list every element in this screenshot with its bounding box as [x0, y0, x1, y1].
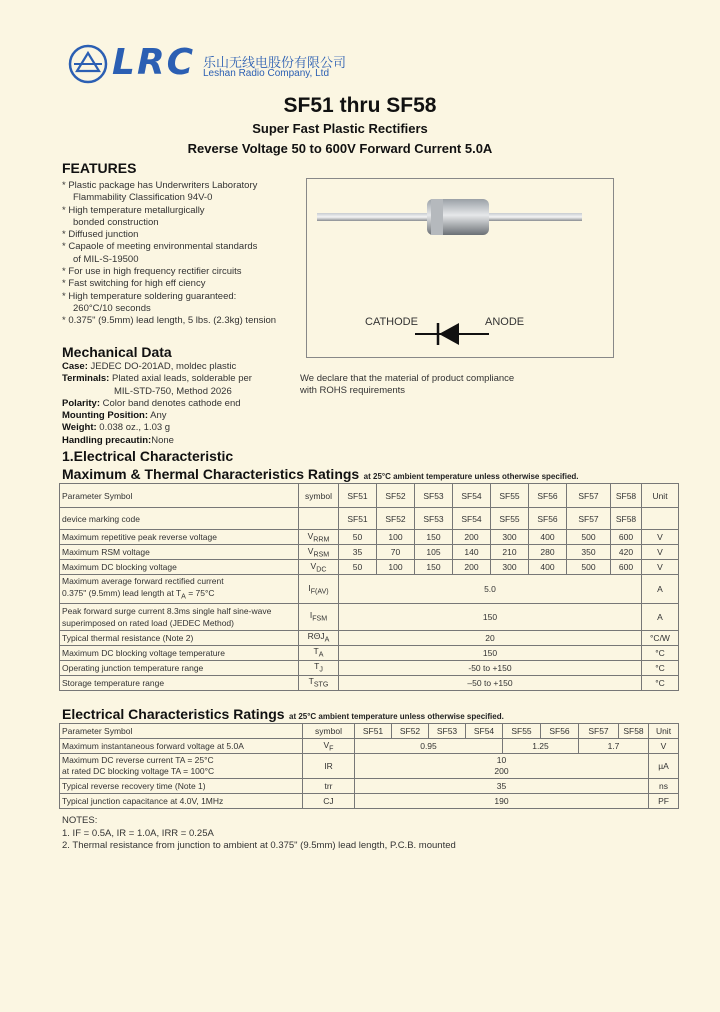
symbol-cell: $V_{DC}$ — [299, 560, 339, 575]
table-row: Maximum average forward rectified current 0.375" (9.5mm) lead length at $T_A = 75^\circ C$ $I_{F(AV)}$ 5.0 A — [60, 575, 679, 604]
table-cell: °C — [642, 660, 679, 675]
symbol-cell: $T_A$ — [299, 645, 339, 660]
subtitle: Super Fast Plastic Rectifiers — [252, 121, 428, 136]
mechanical-item: Case: JEDEC DO-201AD, moldec plastic — [62, 361, 237, 372]
table-row — [60, 630, 679, 645]
table-row — [60, 530, 679, 545]
table-cell: Storage temperature range — [60, 675, 299, 690]
table-header-row — [60, 724, 679, 739]
table-cell: 300 — [491, 530, 529, 545]
table-cell: 600 — [611, 530, 642, 545]
table-row — [60, 508, 679, 530]
symbol-cell: $R\Theta J_A$ — [299, 630, 339, 645]
table-header-cell: SF57 — [579, 724, 619, 739]
table-cell: SF51 — [339, 508, 377, 530]
table-cell: 20 — [339, 630, 642, 645]
mechanical-item: Polarity: Color band denotes cathode end — [62, 397, 241, 409]
logo-text: LRC — [112, 42, 196, 83]
table-cell: V — [642, 560, 679, 575]
subtitle-ratings: Reverse Voltage 50 to 600V Forward Current 5.0A — [187, 141, 493, 156]
table-cell: 500 — [567, 560, 611, 575]
mechanical-item: Mounting Position: Any — [62, 410, 167, 422]
symbol-cell: $T_{STG}$ — [299, 675, 339, 690]
feature-item: * High temperature soldering guaranteed: — [62, 290, 237, 302]
company-logo-icon — [68, 44, 108, 84]
table-row: Peak forward surge current 8.3ms single half sine-wave superimposed on rated load (JEDEC Method) $I_{FSM}$ 150 A — [60, 603, 679, 630]
table-header-cell: SF55 — [503, 724, 541, 739]
table-cell: Operating junction temperature range — [60, 660, 299, 675]
table-row — [60, 560, 679, 575]
table-row: Maximum instantaneous forward voltage at 5.0A $V_F$ 0.95 1.25 1.7 V — [60, 739, 679, 754]
table-header-cell: SF55 — [491, 484, 529, 508]
table-cell: Maximum DC blocking voltage temperature — [60, 645, 299, 660]
table-header-cell: SF51 — [339, 484, 377, 508]
diode-diagram — [306, 178, 614, 358]
table-row — [60, 660, 679, 675]
table-cell: -50 to +150 — [339, 660, 642, 675]
section1-heading: 1.Electrical Characteristic — [62, 448, 234, 464]
feature-item: * Capaole of meeting environmental standards — [62, 241, 258, 253]
mechanical-item: Weight: 0.038 oz., 1.03 g — [62, 422, 171, 434]
table-cell — [299, 508, 339, 530]
company-name-en: Leshan Radio Company, Ltd — [203, 68, 330, 79]
table-cell: Maximum repetitive peak reverse voltage — [60, 530, 299, 545]
table-cell: Maximum DC blocking voltage — [60, 560, 299, 575]
mechanical-item: MIL-STD-750, Method 2026 — [114, 385, 232, 397]
diode-illustration — [307, 179, 613, 357]
table-header-cell: SF52 — [392, 724, 429, 739]
table-cell: 400 — [529, 530, 567, 545]
table-header-row — [60, 484, 679, 508]
table-cell: SF58 — [611, 508, 642, 530]
mechanical-list — [62, 361, 252, 447]
table-header-cell: SF56 — [541, 724, 579, 739]
feature-item: * For use in high frequency rectifier circuits — [62, 266, 242, 278]
table-cell: 300 — [491, 560, 529, 575]
table-header-cell: SF56 — [529, 484, 567, 508]
company-name-cn: 乐山无线电股份有限公司 — [203, 56, 347, 71]
diode-symbol-icon — [415, 323, 489, 345]
table-cell: 50 — [339, 560, 377, 575]
notes: NOTES: 1. IF = 0.5A, IR = 1.0A, IRR = 0.25A 2. Thermal resistance from junction to ambient at 0.375" (9.5mm) lead length, P.C.B. mounted — [62, 815, 456, 851]
table-cell: 200 — [453, 530, 491, 545]
table-header-cell: SF57 — [567, 484, 611, 508]
table-header-cell: Parameter Symbol — [60, 484, 299, 508]
max-ratings-table — [59, 483, 679, 691]
table-cell: 600 — [611, 560, 642, 575]
table-row — [60, 645, 679, 660]
page-title: SF51 thru SF58 — [283, 94, 437, 117]
table-header-cell: SF58 — [619, 724, 649, 739]
table-cell: 50 — [339, 530, 377, 545]
feature-item: Flammability Classification 94V-0 — [73, 192, 213, 204]
table-header-cell: SF54 — [466, 724, 503, 739]
features-heading: FEATURES — [62, 160, 137, 176]
feature-item: * Diffused junction — [62, 229, 139, 241]
feature-item: * 0.375" (9.5mm) lead length, 5 lbs. (2.3kg) tension — [62, 315, 277, 327]
feature-item: of MIL-S-19500 — [73, 253, 139, 265]
electrical-ratings-table — [59, 723, 679, 809]
features-list — [62, 180, 276, 328]
table-row: Maximum DC reverse current TA = 25°C at rated DC blocking voltage TA = 100°C IR 10 200 µA — [60, 754, 679, 779]
table-cell: Typical thermal resistance (Note 2) — [60, 630, 299, 645]
table-cell: °C — [642, 675, 679, 690]
feature-item: 260°C/10 seconds — [73, 302, 151, 314]
table-header-cell: SF53 — [429, 724, 466, 739]
feature-item: * Plastic package has Underwriters Laboratory — [62, 180, 258, 191]
table-cell: 100 — [377, 530, 415, 545]
table-header-cell: SF58 — [611, 484, 642, 508]
cathode-band — [431, 199, 443, 235]
diode-lead-left — [317, 213, 432, 221]
table-cell: 210 — [491, 545, 529, 560]
table-row: Typical reverse recovery time (Note 1) trr 35 ns — [60, 779, 679, 794]
table-cell: 150 — [339, 645, 642, 660]
table-row: Typical junction capacitance at 4.0V, 1MHz CJ 190 PF — [60, 794, 679, 809]
table-row — [60, 675, 679, 690]
table-cell: °C — [642, 645, 679, 660]
table-cell: 200 — [453, 560, 491, 575]
table-header-cell: SF54 — [453, 484, 491, 508]
table-cell: V — [642, 545, 679, 560]
table-cell: 420 — [611, 545, 642, 560]
table-cell: 70 — [377, 545, 415, 560]
symbol-cell: $V_{RSM}$ — [299, 545, 339, 560]
table-header-cell: symbol — [303, 724, 355, 739]
table-cell: SF54 — [453, 508, 491, 530]
table-cell: V — [642, 530, 679, 545]
table-cell: 350 — [567, 545, 611, 560]
table-cell: 100 — [377, 560, 415, 575]
table-header-cell: Unit — [649, 724, 679, 739]
mechanical-item: Terminals: Plated axial leads, solderable per — [62, 373, 252, 385]
table-cell: 35 — [339, 545, 377, 560]
table-cell: SF53 — [415, 508, 453, 530]
table-header-cell: Unit — [642, 484, 679, 508]
table-cell — [642, 508, 679, 530]
diode-lead-right — [482, 213, 582, 221]
table-cell: –50 to +150 — [339, 675, 642, 690]
table-cell: 105 — [415, 545, 453, 560]
mechanical-item: Handling precautin:None — [62, 434, 174, 446]
table-cell: °C/W — [642, 630, 679, 645]
anode-label: ANODE — [485, 316, 525, 328]
table-header-cell: symbol — [299, 484, 339, 508]
rohs-declaration: We declare that the material of product compliance with ROHS requirements — [300, 373, 515, 397]
table-row — [60, 545, 679, 560]
table-cell: SF56 — [529, 508, 567, 530]
table-cell: 150 — [415, 530, 453, 545]
feature-item: bonded construction — [73, 216, 159, 228]
feature-item: * High temperature metallurgically — [62, 204, 205, 216]
table-cell: SF55 — [491, 508, 529, 530]
table-header-cell: SF53 — [415, 484, 453, 508]
table-cell: Maximum RSM voltage — [60, 545, 299, 560]
table-cell: 140 — [453, 545, 491, 560]
symbol-cell: $T_J$ — [299, 660, 339, 675]
mechanical-heading: Mechanical Data — [62, 344, 172, 360]
table-header-cell: SF51 — [355, 724, 392, 739]
table1-heading: Maximum & Thermal Characteristics Ratings at 25°C ambient temperature unless otherwise specified. — [62, 466, 579, 482]
table-cell: 280 — [529, 545, 567, 560]
table-cell: device marking code — [60, 508, 299, 530]
table-cell: 150 — [415, 560, 453, 575]
table-header-cell: SF52 — [377, 484, 415, 508]
table2-heading: Electrical Characteristics Ratings at 25°C ambient temperature unless otherwise specified. — [62, 706, 504, 722]
feature-item: * Fast switching for high eff ciency — [62, 278, 206, 290]
cathode-label: CATHODE — [365, 316, 418, 328]
table-header-cell: Parameter Symbol — [60, 724, 303, 739]
table-cell: 400 — [529, 560, 567, 575]
table-cell: 500 — [567, 530, 611, 545]
symbol-cell: $V_{RRM}$ — [299, 530, 339, 545]
table-cell: SF52 — [377, 508, 415, 530]
table-cell: SF57 — [567, 508, 611, 530]
